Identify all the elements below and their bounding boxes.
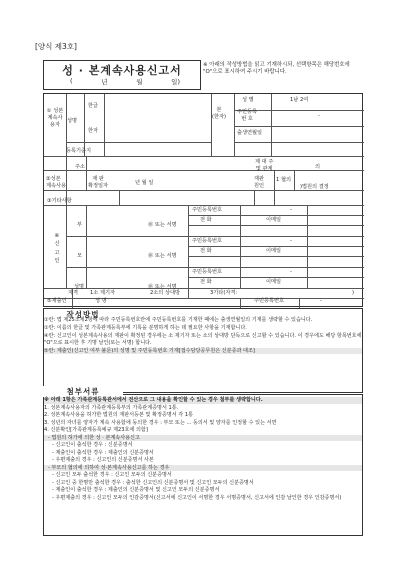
guide-list	[44, 317, 362, 356]
mother-rrn-label: 주민등록번호	[192, 238, 223, 244]
attach-item: 1. 성본계속사용자의 가족관계등록부의 가족관계증명서 1통.	[44, 404, 179, 411]
hangul-label: 한글	[88, 103, 99, 109]
reporter-email-label: 이메일	[266, 279, 282, 285]
attach-title: 첨부서류	[43, 386, 123, 397]
father-sign[interactable]: ㊞ 또는 서명	[148, 222, 177, 228]
page-title: 성 · 본계속사용신고서	[62, 64, 182, 77]
date-open: (	[70, 77, 73, 85]
date-year: 년	[101, 78, 108, 86]
reporter-section-label: ④ 신고인	[54, 233, 60, 264]
guide-title: 작성방법	[66, 310, 100, 319]
instruction-notice: ※ 아래의 작성방법을 읽고 기재하시되, 선택항목은 해당번호에 "O"으로 표시하여 주시기 바랍니다.	[203, 62, 350, 76]
guide-item: ①란: 이름의 한글 및 가족관계등록부에 기록을 분명하게 하는 데 필요한 사항을 기재합니다.	[44, 325, 247, 332]
attach-item: 3. 성년의 자녀를 양자가 계속 사용함에 동의한 경우 : 부모 또는 ... 동의서 및 양자를 인정할 수 있는 서면	[44, 419, 277, 426]
mother-label: 모	[77, 253, 83, 259]
bon-label: 본 (한자)	[212, 107, 227, 120]
mother-sign[interactable]: ㊞ 또는 서명	[148, 253, 177, 259]
submitter-label: ⑤제출인	[47, 298, 67, 304]
qualification-option-1[interactable]: 1소 제기자	[90, 290, 115, 296]
attach-item: - 우편제출의 경우 : 신고인 모두의 인감증명서(신고서에 신고인이 서명한 경우 서명증명서, 신고서에 인감 날인한 경우 인감증명서)	[52, 494, 342, 501]
qualification-label: 자격	[68, 290, 79, 296]
applicant-section-label: ① 성본계속사용자	[46, 108, 64, 129]
court-option[interactable]: 1 협의	[276, 177, 291, 183]
attach-item: - 제출인이 출석한 경우 : 제출인의 신분증명서 및 신고인 모두의 신분증명서	[52, 487, 220, 494]
qualification-close: )	[352, 290, 355, 296]
sex-label: 성 별	[242, 97, 254, 103]
father-phone-label: 전 화	[200, 217, 212, 223]
attach-intro: ※ 아래 1항은 가족관계등록관서에서 전산으로 그 내용을 확인할 수 있는 경우 첨부를 생략합니다.	[44, 397, 362, 404]
court-suffix: )법원의 결정	[300, 184, 329, 190]
household-relation-label: 제 대 주 및 관계	[255, 159, 274, 172]
court-cause-label: 재판 원인	[254, 176, 265, 189]
rrn-label: 주민등록 번 호	[237, 109, 258, 122]
form-number-label: [양식 제3호]	[35, 42, 77, 51]
address-label: 주소	[75, 164, 86, 170]
attach-item: 2. 성본계속사용을 허가한 법원의 재판서등본 및 확정증명서 각 1통	[44, 412, 193, 419]
submitter-name-label: 성 명	[95, 298, 107, 304]
mother-rrn-dash: -	[290, 238, 292, 244]
attach-item: - 제출인이 출석한 경우 : 제출인의 신분증명서	[52, 449, 154, 456]
reporter-name-label: 성명	[74, 284, 85, 290]
mother-phone-label: 전 화	[200, 248, 212, 254]
decision-date-value: 년 월 일	[135, 180, 154, 186]
date-month: 월	[136, 78, 143, 86]
registry-label: 등록기준지	[66, 148, 92, 154]
guide-item: ④란: 신고인이 성본계속사용의 재판이 확정된 경우에는 소 제기자 또는 소의 상대방 단독으로 신고할 수 있습니다. 이 경우에도 해당 항목번호에 "O"으로 표시한 후 기명 날인(또는 서명) 합니다.	[44, 333, 362, 346]
applicant-name-label: 성명	[67, 118, 78, 124]
decision-date-label: 재 판 확정일자	[88, 176, 109, 189]
attach-item: - 부모의 협의에 의하여 성·본계속사용신고를 하는 경우	[44, 465, 362, 472]
submitter-rrn-dash: -	[320, 298, 322, 304]
attach-item: - 신고인이 출석한 경우 : 신분증명서	[52, 442, 133, 449]
submitter-rrn-label: 주민등록번호	[254, 298, 285, 304]
rrn-dash: -	[318, 113, 320, 119]
reporter-sign[interactable]: ㊞ 또는 서명	[148, 284, 177, 290]
birth-label: 출생연월일	[237, 130, 263, 136]
report-date-line	[70, 77, 180, 86]
date-day: 일)	[171, 78, 180, 86]
reporter-phone-label: 전 화	[200, 279, 212, 285]
attach-list	[44, 397, 362, 502]
father-email-label: 이메일	[266, 217, 282, 223]
qualification-option-2[interactable]: 2소의 상대방	[150, 290, 181, 296]
attach-item: - 우편제출의 경우 : 신고인의 신분증명서 사본	[52, 457, 154, 464]
sex-options[interactable]: 1남 2여	[290, 97, 309, 103]
guide-item: ①란: 법 제25조제2항에 따라 주민등록번호란에 주민등록번호를 기재한 때에는 출생연월일의 기재를 생략할 수 있습니다.	[44, 317, 313, 323]
guide-item: ⑤란: 제출인(신고인 여부 불문)의 성명 및 주민등록번호 기재[접수담당공무원은 신분증과 대조]	[44, 348, 362, 355]
mother-email-label: 이메일	[266, 248, 282, 254]
attach-item: - 법원의 허가에 의한 성 · 본계속사용신고	[44, 435, 362, 442]
attach-item: 4. 신분확인[가족관계등록예규 제23호에 의함]	[44, 427, 148, 434]
reporter-rrn-label: 주민등록번호	[192, 269, 223, 275]
relation-suffix: 의	[315, 164, 321, 170]
other-matters-label: ③기타사항	[47, 198, 72, 204]
decision-section-label: ②성본 계속사용	[46, 176, 67, 189]
hanja-label: 한자	[88, 128, 99, 134]
father-rrn-label: 주민등록번호	[192, 207, 223, 213]
attach-item: - 신고인 모두 출석한 경우 : 신고인 모두의 신분증명서	[52, 472, 172, 479]
qualification-option-3[interactable]: 3기타(자격:	[210, 290, 238, 296]
father-label: 부	[77, 222, 83, 228]
attach-item: - 신고인 중 한명만 출석한 경우 : 출석한 신고인의 신분증명서 및 신고인 모두의 신분증명서	[52, 479, 254, 486]
father-rrn-dash: -	[290, 207, 292, 213]
reporter-rrn-dash: -	[290, 269, 292, 275]
